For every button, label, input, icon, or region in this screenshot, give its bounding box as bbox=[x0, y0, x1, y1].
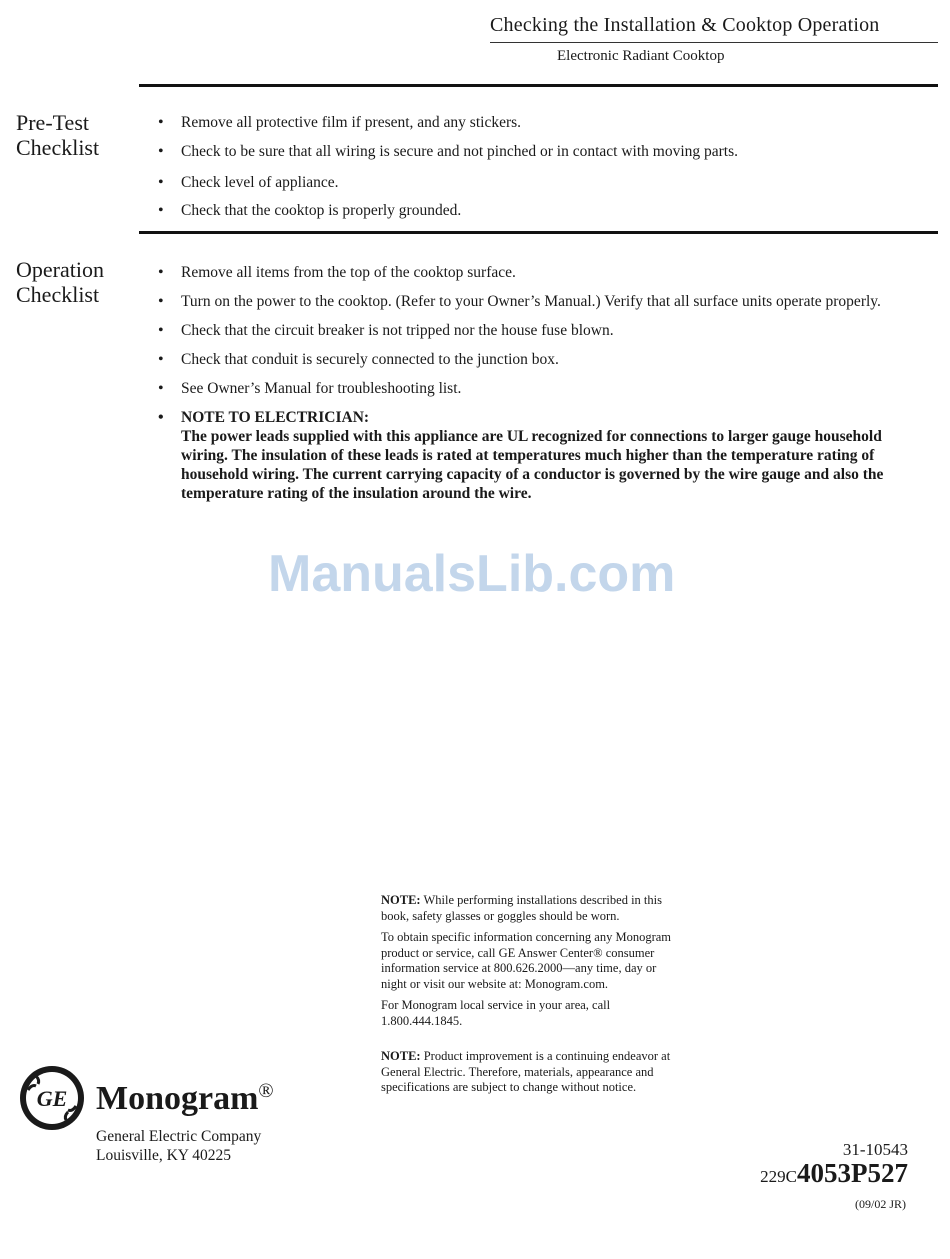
company-address bbox=[96, 1127, 261, 1165]
pretest-heading bbox=[16, 110, 141, 160]
local-service-note: For Monogram local service in your area, call 1.800.444.1845. bbox=[381, 998, 611, 1028]
pretest-heading-line2: Checklist bbox=[16, 135, 100, 160]
improvement-note-text: Product improvement is a continuing endeavor at General Electric. Therefore, materials, appearance and specifications are subject to change without notice. bbox=[381, 1049, 671, 1094]
operation-heading bbox=[16, 257, 141, 307]
part-prefix: 229C bbox=[760, 1167, 797, 1186]
electrician-note-text: The power leads supplied with this appliance are UL recognized for connections to larger gauge household wiring. The insulation of these leads is rated at temperatures much higher than the temperature rating of household wiring. The current carrying capacity of a conductor is governed by the wire gauge and also the temperature rating of the insulation around the wire. bbox=[181, 428, 884, 502]
safety-note bbox=[381, 893, 681, 924]
operation-heading-line2: Checklist bbox=[16, 282, 100, 307]
safety-note-label: NOTE: bbox=[381, 893, 421, 907]
date-code: (09/02 JR) bbox=[855, 1197, 906, 1211]
list-item: • Remove all protective film if present, and any stickers. bbox=[158, 113, 918, 132]
operation-checklist bbox=[158, 263, 918, 503]
list-item: • Remove all items from the top of the cooktop surface. bbox=[158, 263, 918, 282]
ge-logo bbox=[18, 1064, 86, 1137]
notes-block bbox=[381, 893, 681, 1102]
electrician-note bbox=[158, 408, 918, 503]
page-title: Checking the Installation & Cooktop Operation bbox=[490, 14, 880, 36]
list-item: • Check to be sure that all wiring is secure and not pinched or in contact with moving parts. bbox=[158, 142, 918, 161]
part-number bbox=[760, 1158, 908, 1189]
info-note: To obtain specific information concerning any Monogram product or service, call GE Answer Center® consumer information service at 800.626.2000—any time, day or night or visit our website at: Monogram.com. bbox=[381, 930, 672, 991]
safety-note-text: While performing installations described in this book, safety glasses or goggles should be worn. bbox=[381, 893, 662, 923]
section-divider-pretest bbox=[139, 84, 938, 87]
brand-name-text: Monogram bbox=[96, 1080, 259, 1117]
list-item: • See Owner’s Manual for troubleshooting list. bbox=[158, 379, 918, 398]
page-subtitle: Electronic Radiant Cooktop bbox=[557, 48, 725, 64]
section-divider-operation bbox=[139, 231, 938, 234]
company-name: General Electric Company bbox=[96, 1128, 262, 1145]
header-divider bbox=[490, 42, 938, 43]
list-item: • Check that conduit is securely connected to the junction box. bbox=[158, 350, 918, 369]
improvement-note bbox=[381, 1049, 681, 1096]
improvement-note-label: NOTE: bbox=[381, 1049, 421, 1063]
list-item: • Check that the circuit breaker is not tripped nor the house fuse blown. bbox=[158, 321, 918, 340]
list-item: • Check level of appliance. bbox=[158, 173, 918, 192]
operation-heading-line1: Operation bbox=[16, 257, 104, 282]
company-location: Louisville, KY 40225 bbox=[96, 1147, 232, 1164]
brand-name bbox=[96, 1080, 274, 1118]
watermark: ManualsLib.com bbox=[268, 545, 676, 603]
part-main: 4053P527 bbox=[797, 1158, 908, 1188]
list-item: • Turn on the power to the cooktop. (Refer to your Owner’s Manual.) Verify that all surface units operate properly. bbox=[158, 292, 918, 311]
pretest-checklist bbox=[158, 113, 918, 220]
doc-number: 31-10543 bbox=[842, 1140, 908, 1159]
pretest-heading-line1: Pre-Test bbox=[16, 110, 89, 135]
ge-logo-icon bbox=[18, 1064, 86, 1132]
logo-text: GE bbox=[36, 1086, 68, 1111]
electrician-note-title: • NOTE TO ELECTRICIAN: bbox=[181, 409, 370, 426]
list-item: • Check that the cooktop is properly grounded. bbox=[158, 201, 918, 220]
registered-mark: ® bbox=[258, 1080, 274, 1102]
